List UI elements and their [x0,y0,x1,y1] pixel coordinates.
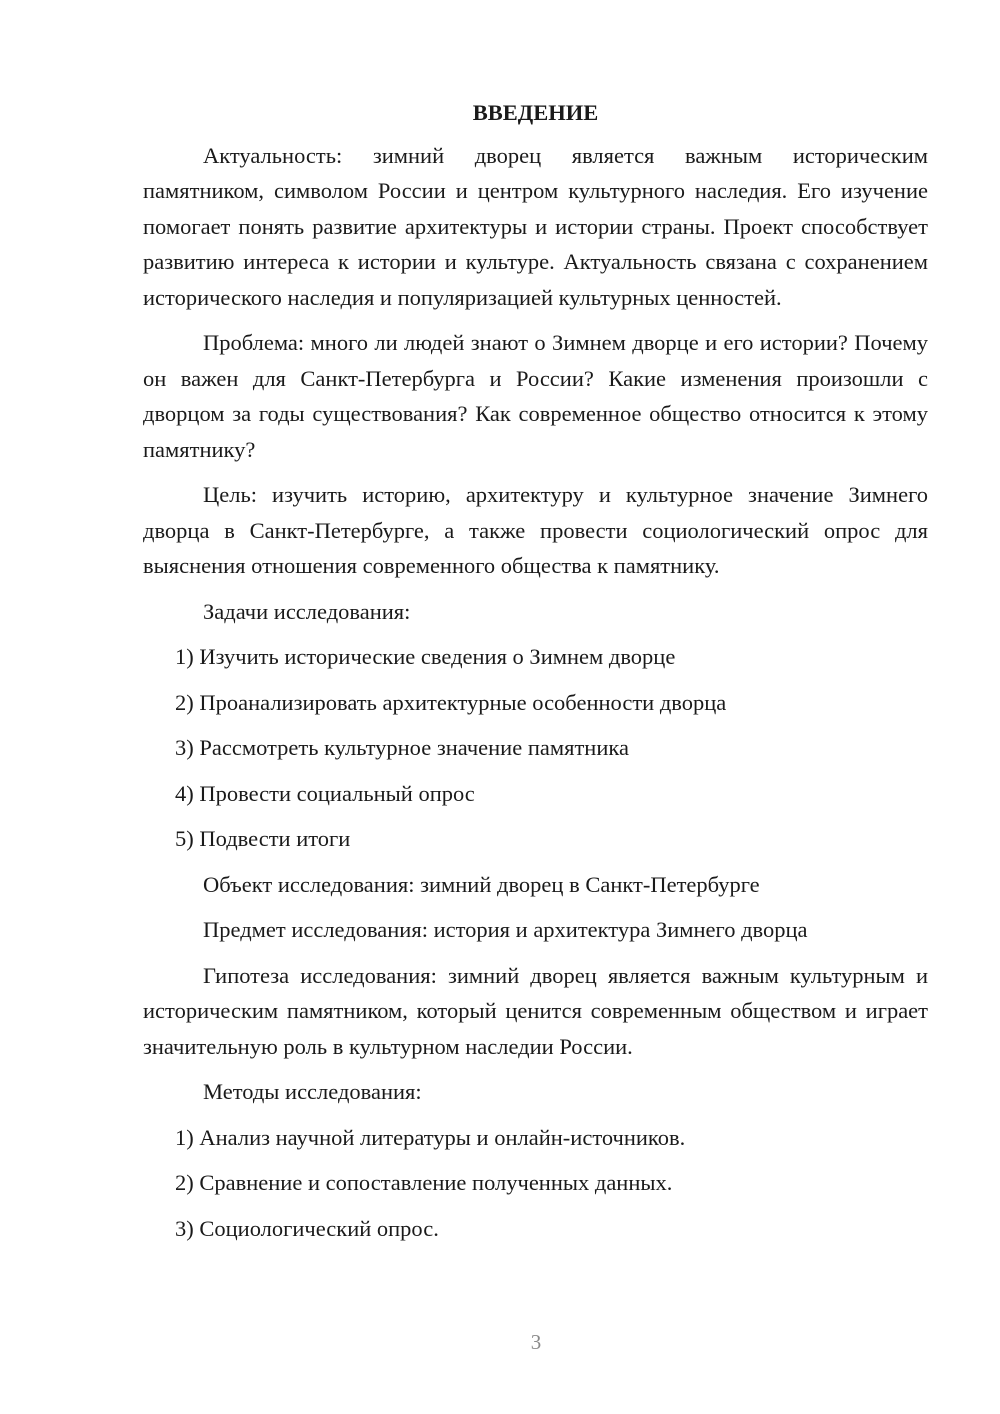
tasks-list [143,639,928,857]
list-item: 3) Рассмотреть культурное значение памятника [175,735,629,760]
list-item: 4) Провести социальный опрос [175,780,475,806]
tasks-heading: Задачи исследования: [203,598,411,624]
object-line: Объект исследования: зимний дворец в Санкт-Петербурге [203,871,760,897]
list-item: 3) Социологический опрос. [175,1215,439,1241]
goal-paragraph: Цель: изучить историю, архитектуру и культурное значение Зимнего дворца в Санкт-Петербурге, а также провести социологический опрос для выяснения отношения современного общества к памятнику. [143,482,928,578]
page-number: 3 [530,1330,542,1354]
methods-heading: Методы исследования: [203,1079,422,1104]
relevance-paragraph: Актуальность: зимний дворец является важным историческим памятником, символом России и центром культурного наследия. Его изучение помогает понять развитие архитектуры и истории страны. Проект способствует развитию интереса к истории и культуре. Актуальность связана с сохранением исторического наследия и популяризацией культурных ценностей. [143,142,928,310]
list-item: 5) Подвести итоги [175,826,351,851]
list-item: 1) Изучить исторические сведения о Зимнем дворце [175,644,676,669]
hypothesis-paragraph: Гипотеза исследования: зимний дворец является важным культурным и историческим памятником, который ценится современным обществом и играет значительную роль в культурном наследии России. [143,962,928,1059]
section-title: ВВЕДЕНИЕ [472,100,599,125]
list-item: 2) Сравнение и сопоставление полученных данных. [175,1170,673,1195]
methods-list [143,1120,928,1247]
problem-paragraph: Проблема: много ли людей знают о Зимнем дворце и его истории? Почему он важен для Санкт-Петербурга и России? Какие изменения произошли с дворцом за годы существования? Как современное общество относится к этому памятнику? [143,330,928,462]
list-item: 1) Анализ научной литературы и онлайн-источников. [175,1124,686,1150]
subject-line: Предмет исследования: история и архитектура Зимнего дворца [203,917,808,942]
document-page [143,95,928,1256]
list-item: 2) Проанализировать архитектурные особенности дворца [175,689,727,715]
